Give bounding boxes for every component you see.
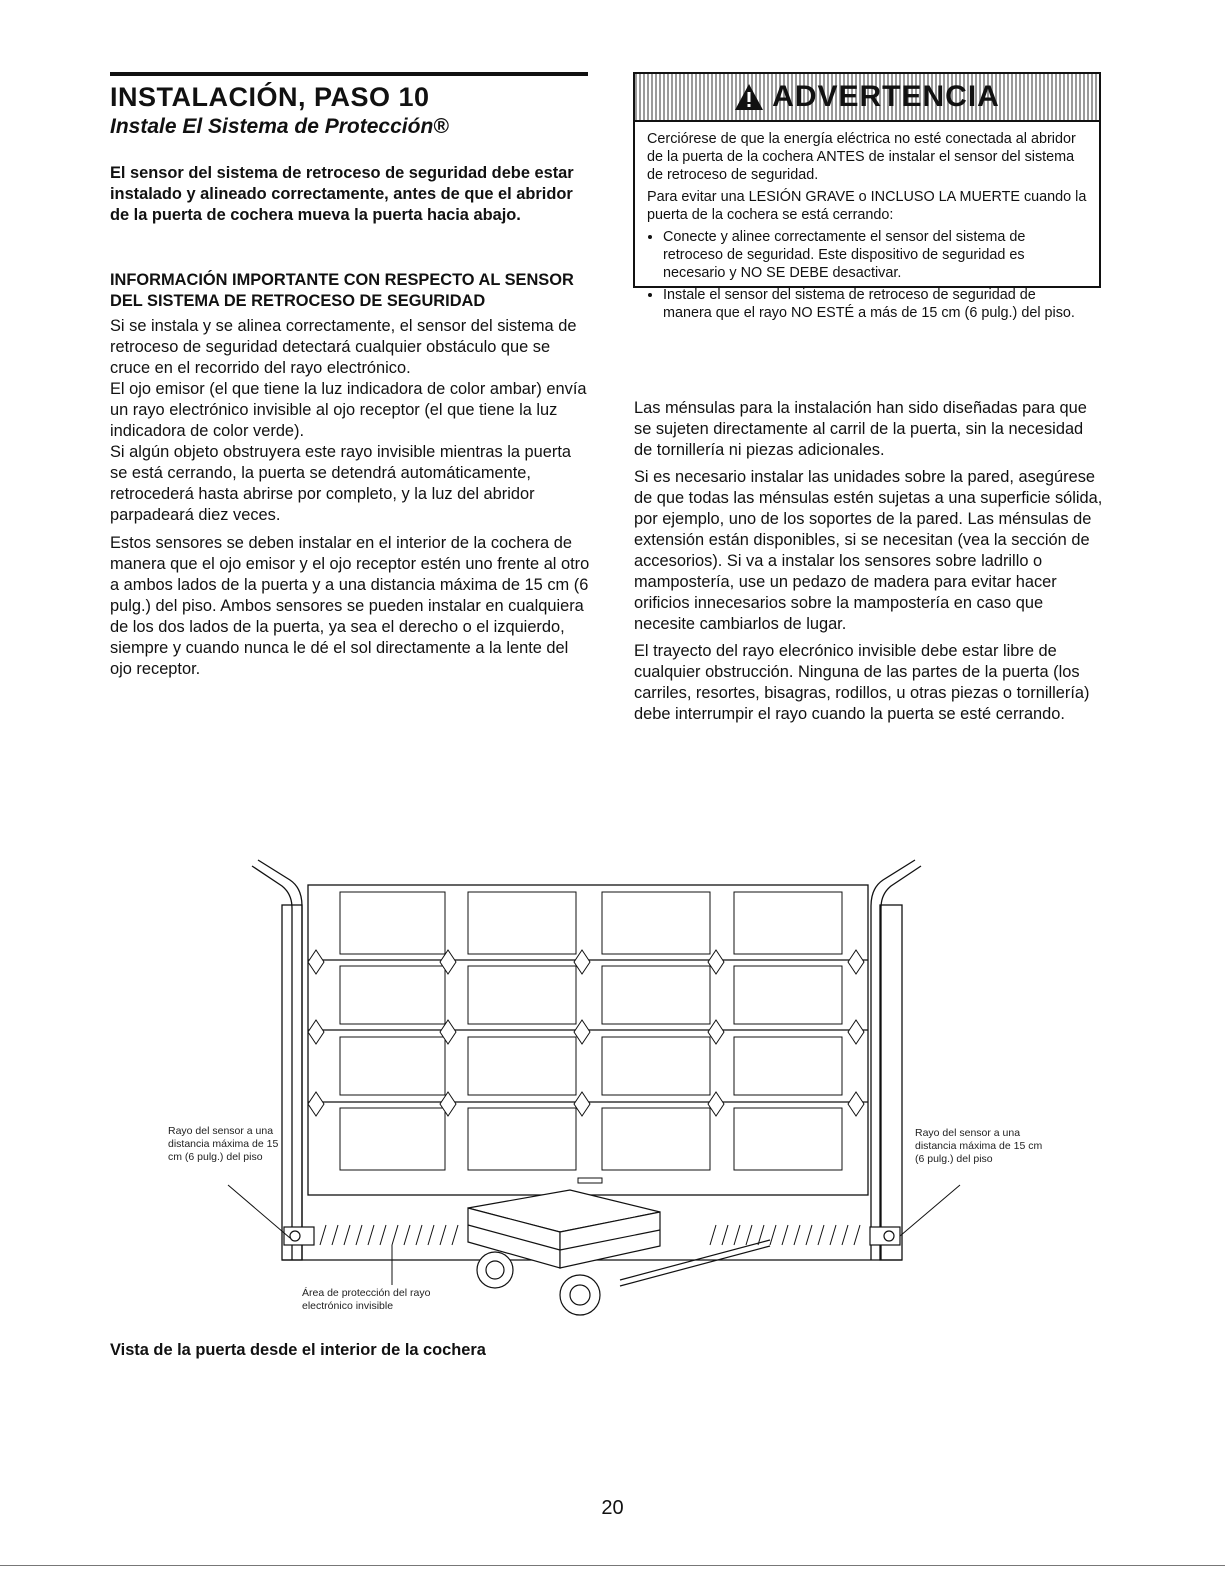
warning-header: [635, 74, 1099, 122]
bottom-rule: [0, 1565, 1225, 1566]
step-title: INSTALACIÓN, PASO 10: [110, 82, 430, 112]
right-paragraph-2: Si es necesario instalar las unidades sobre la pared, asegúrese de que todas las ménsulas estén sujetas a una superficie sólida, por ejemplo, uno de los soportes de la pared. Las ménsulas de extensión están disponibles, si se necesitan (vea la sección de accesorios). Si va a instalar los sensores sobre ladrillo o mampostería, use un pedazo de madera para evitar hacer orificios innecesarios sobre la mampostería en caso que necesite cambiarlos de lugar.: [634, 468, 1103, 633]
right-paragraph-1: Las ménsulas para la instalación han sido diseñadas para que se sujeten directamente al carril de la puerta, sin la necesidad de tornillería ni piezas adicionales.: [634, 399, 1087, 459]
warning-paragraph-2: Para evitar una LESIÓN GRAVE o INCLUSO LA MUERTE cuando la puerta de la cochera se está cerrando:: [647, 189, 1087, 223]
warning-triangle-icon: [734, 82, 764, 112]
garage-door-illustration: [150, 840, 1050, 1340]
garage-door: [308, 885, 868, 1195]
info-heading: INFORMACIÓN IMPORTANTE CON RESPECTO AL SENSOR DEL SISTEMA DE RETROCESO DE SEGURIDAD: [110, 271, 574, 310]
step-subtitle: Instale El Sistema de Protección®: [110, 115, 449, 138]
label-protection-area: Área de protección del rayo electrónico invisible: [302, 1287, 431, 1312]
warning-bullet-1: • Conecte y alinee correctamente el sensor del sistema de retroceso de seguridad. Este dispositivo de seguridad es necesario y NO SE DEBE desactivar.: [663, 228, 1087, 282]
warning-bullet-list: [647, 228, 1087, 322]
warning-box: [633, 72, 1101, 321]
label-right-sensor: Rayo del sensor a una distancia máxima de 15 cm (6 pulg.) del piso: [915, 1127, 1043, 1165]
right-column: [634, 398, 1104, 725]
body-paragraph-4: Estos sensores se deben instalar en el interior de la cochera de manera que el ojo emisor y el ojo receptor estén uno frente al otro a ambos lados de la puerta y a una distancia máxima de 15 cm (6 pulg.) del piso. Ambos sensores se pueden instalar en cualquiera de los dos lados de la puerta, ya sea el derecho o el izquierdo, siempre y cuando nunca le dé el sol directamente a la lente del ojo receptor.: [110, 534, 590, 678]
page-number: 20: [601, 1497, 624, 1519]
left-track: [258, 860, 302, 1260]
wagon-icon: [468, 1190, 770, 1315]
lead-paragraph: El sensor del sistema de retroceso de seguridad debe estar instalado y alineado correctamente, antes de que el abridor de la puerta de cochera mueva la puerta hacia abajo.: [110, 164, 574, 224]
door-hinges: [308, 950, 864, 1116]
door-panels: [340, 892, 842, 1183]
body-paragraph-1: Si se instala y se alinea correctamente, el sensor del sistema de retroceso de seguridad detectará cualquier obstáculo que se cruce en el recorrido del rayo electrónico.: [110, 317, 577, 377]
right-paragraph-3: El trayecto del rayo elecrónico invisible debe estar libre de cualquier obstrucción. Ninguna de las partes de la puerta (los carriles, resortes, bisagras, rodillos, u otras piezas o tornillería) debe interrumpir el rayo cuando la puerta se esté cerrando.: [634, 642, 1090, 723]
label-left-sensor: Rayo del sensor a una distancia máxima de 15 cm (6 pulg.) del piso: [168, 1125, 279, 1163]
right-track: [871, 860, 915, 1260]
garage-door-diagram: [150, 840, 1050, 1340]
body-paragraph-2: El ojo emisor (el que tiene la luz indicadora de color ambar) envía un rayo electrónico invisible al ojo receptor (el que tiene la luz indicadora de color verde).: [110, 380, 587, 440]
left-column: [110, 72, 590, 680]
diagram-caption: Vista de la puerta desde el interior de la cochera: [110, 1341, 486, 1359]
warning-bullet-2: • Instale el sensor del sistema de retroceso de seguridad de manera que el rayo NO ESTÉ a más de 15 cm (6 pulg.) del piso.: [663, 286, 1087, 322]
title-rule: [110, 72, 588, 76]
warning-title: ADVERTENCIA: [772, 80, 1000, 113]
warning-paragraph-1: Cerciórese de que la energía eléctrica no esté conectada al abridor de la puerta de la cochera ANTES de instalar el sensor del sistema de retroceso de seguridad.: [647, 131, 1076, 183]
warning-body: [635, 122, 1099, 322]
body-paragraph-3: Si algún objeto obstruyera este rayo invisible mientras la puerta se está cerrando, la puerta se detendrá automáticamente, retrocederá hasta abrirse por completo, y la luz del abridor parpadeará diez veces.: [110, 443, 572, 524]
